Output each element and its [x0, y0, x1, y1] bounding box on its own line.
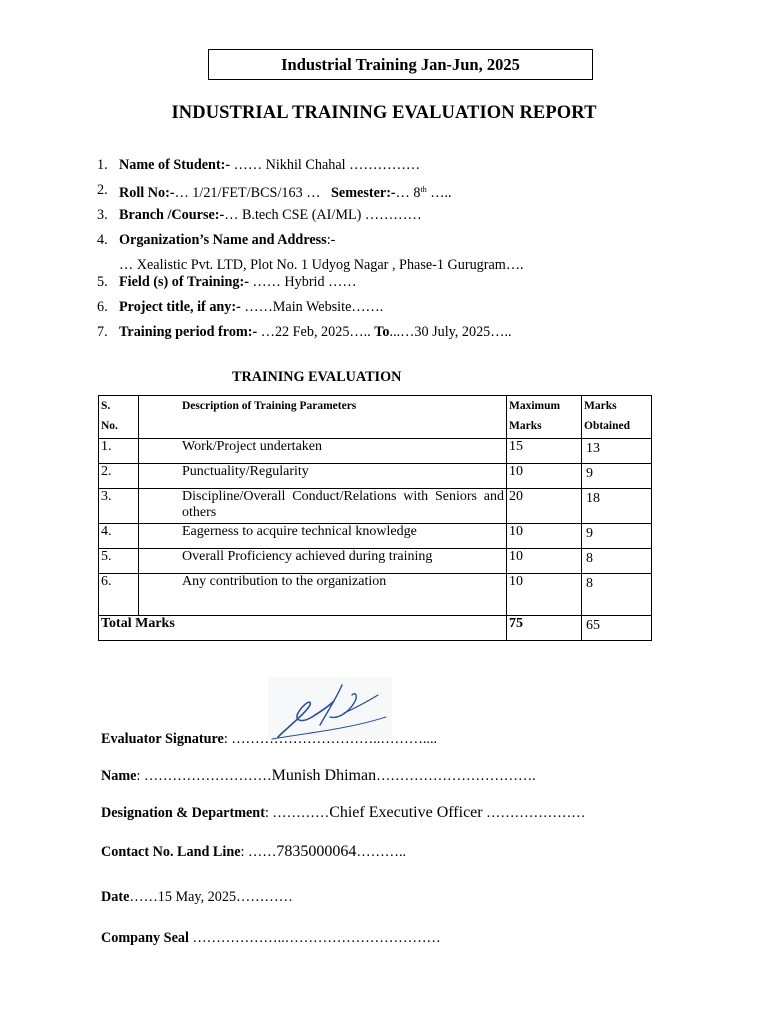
row-marks-obtained: 9: [582, 524, 652, 549]
contact-prefix: : ……: [240, 844, 277, 860]
signature-label: Evaluator Signature: [101, 731, 224, 747]
item-number: 6.: [97, 299, 108, 315]
date-line: [101, 889, 293, 906]
list-item-roll-no: [97, 181, 697, 199]
seal-label: Company Seal: [101, 930, 189, 946]
designation-label: Designation & Department: [101, 805, 265, 821]
row-max-marks: 10: [507, 574, 582, 616]
name-prefix: : ………………………: [136, 768, 272, 784]
semester-superscript: th: [420, 185, 427, 194]
list-item-organization: [97, 231, 697, 249]
evaluation-table: [98, 395, 652, 641]
training-evaluation-title: TRAINING EVALUATION: [232, 369, 402, 385]
name-suffix: …………………………….: [376, 768, 536, 784]
to-value: ...…30 July, 2025…..: [389, 324, 512, 340]
item-value: ……Main Website…….: [240, 299, 384, 315]
row-sno: 4.: [99, 524, 139, 549]
row-max-marks: 10: [507, 524, 582, 549]
designation-value: Chief Executive Officer: [329, 804, 483, 821]
list-item-project-title: [97, 298, 697, 316]
evaluator-name: Munish Dhiman: [271, 767, 377, 784]
company-seal-line: [101, 930, 441, 947]
row-max-marks: 10: [507, 464, 582, 489]
row-marks-obtained: 8: [582, 574, 652, 616]
contact-suffix: ………..: [356, 844, 407, 860]
item-label: Name of Student:-: [119, 157, 231, 173]
designation-line: [101, 804, 585, 822]
item-label: Project title, if any:-: [119, 299, 241, 315]
report-title: INDUSTRIAL TRAINING EVALUATION REPORT: [171, 103, 597, 123]
contact-value: 7835000064: [276, 843, 357, 860]
item-label: Branch /Course:-: [119, 207, 225, 223]
item-value: … 1/21/FET/BCS/163 …: [174, 185, 321, 201]
row-marks-obtained: 8: [582, 549, 652, 574]
item-colon: :-: [326, 232, 336, 248]
item-label: Field (s) of Training:-: [119, 274, 249, 290]
table-row: [99, 439, 652, 464]
list-item-field-of-training: [97, 273, 697, 291]
row-sno: 1.: [99, 439, 139, 464]
table-row: [99, 489, 652, 524]
row-description: Work/Project undertaken: [139, 439, 507, 464]
table-total-row: [99, 616, 652, 641]
name-label: Name: [101, 768, 137, 784]
item-number: 1.: [97, 157, 108, 173]
total-marks-obtained: 65: [582, 616, 652, 641]
contact-line: [101, 843, 406, 861]
item-number: 7.: [97, 324, 108, 340]
item-label: Organization’s Name and Address: [119, 232, 327, 248]
item-value: …… Nikhil Chahal ……………: [230, 157, 421, 173]
row-description: Discipline/Overall Conduct/Relations with Seniors and others: [139, 489, 507, 524]
row-sno: 5.: [99, 549, 139, 574]
total-label: Total Marks: [99, 616, 507, 641]
table-row: [99, 549, 652, 574]
row-sno: 6.: [99, 574, 139, 616]
header-marks-obtained: Marks Obtained: [582, 396, 652, 439]
row-sno: 3.: [99, 489, 139, 524]
header-sno: S. No.: [99, 396, 139, 439]
item-number: 4.: [97, 232, 108, 248]
item-value: … B.tech CSE (AI/ML) …………: [224, 207, 422, 223]
table-header-row: [99, 396, 652, 439]
evaluator-signature-line: [101, 731, 437, 748]
row-max-marks: 10: [507, 549, 582, 574]
item-label: Training period from:-: [119, 324, 258, 340]
training-period-box: [208, 49, 593, 80]
semester-tail: …..: [426, 185, 452, 201]
list-item-branch: [97, 206, 697, 224]
row-description: Punctuality/Regularity: [139, 464, 507, 489]
item-label: Roll No:-: [119, 185, 175, 201]
row-marks-obtained: 9: [582, 464, 652, 489]
list-item-training-period: [97, 323, 697, 341]
table-row: [99, 464, 652, 489]
item-value: …… Hybrid ……: [248, 274, 357, 290]
semester-label: Semester:-: [331, 185, 396, 201]
list-item-student-name: [97, 156, 697, 174]
to-label: To: [374, 324, 390, 340]
row-marks-obtained: 13: [582, 439, 652, 464]
date-label: Date: [101, 889, 130, 905]
total-max-marks: 75: [507, 616, 582, 641]
evaluator-name-line: [101, 767, 536, 785]
row-max-marks: 20: [507, 489, 582, 524]
signature-value: : …………………………..………....: [223, 731, 438, 747]
row-marks-obtained: 18: [582, 489, 652, 524]
item-number: 2.: [97, 182, 108, 198]
row-description: Overall Proficiency achieved during training: [139, 549, 507, 574]
designation-suffix: …………………: [482, 805, 586, 821]
header-description: Description of Training Parameters: [139, 396, 507, 439]
contact-label: Contact No. Land Line: [101, 844, 241, 860]
row-description: Any contribution to the organization: [139, 574, 507, 616]
item-number: 3.: [97, 207, 108, 223]
organization-address: … Xealistic Pvt. LTD, Plot No. 1 Udyog Nagar , Phase-1 Gurugram….: [119, 257, 524, 273]
semester-value: … 8: [395, 185, 421, 201]
row-description: Eagerness to acquire technical knowledge: [139, 524, 507, 549]
date-value: ……15 May, 2025…………: [129, 889, 293, 905]
row-max-marks: 15: [507, 439, 582, 464]
row-sno: 2.: [99, 464, 139, 489]
item-value: …22 Feb, 2025…..: [257, 324, 375, 340]
item-number: 5.: [97, 274, 108, 290]
designation-prefix: : …………: [264, 805, 330, 821]
table-row: [99, 524, 652, 549]
table-row: [99, 574, 652, 616]
boxed-title: Industrial Training Jan-Jun, 2025: [281, 55, 520, 74]
header-maximum-marks: Maximum Marks: [507, 396, 582, 439]
seal-value: ………………..……………………………: [188, 930, 441, 946]
